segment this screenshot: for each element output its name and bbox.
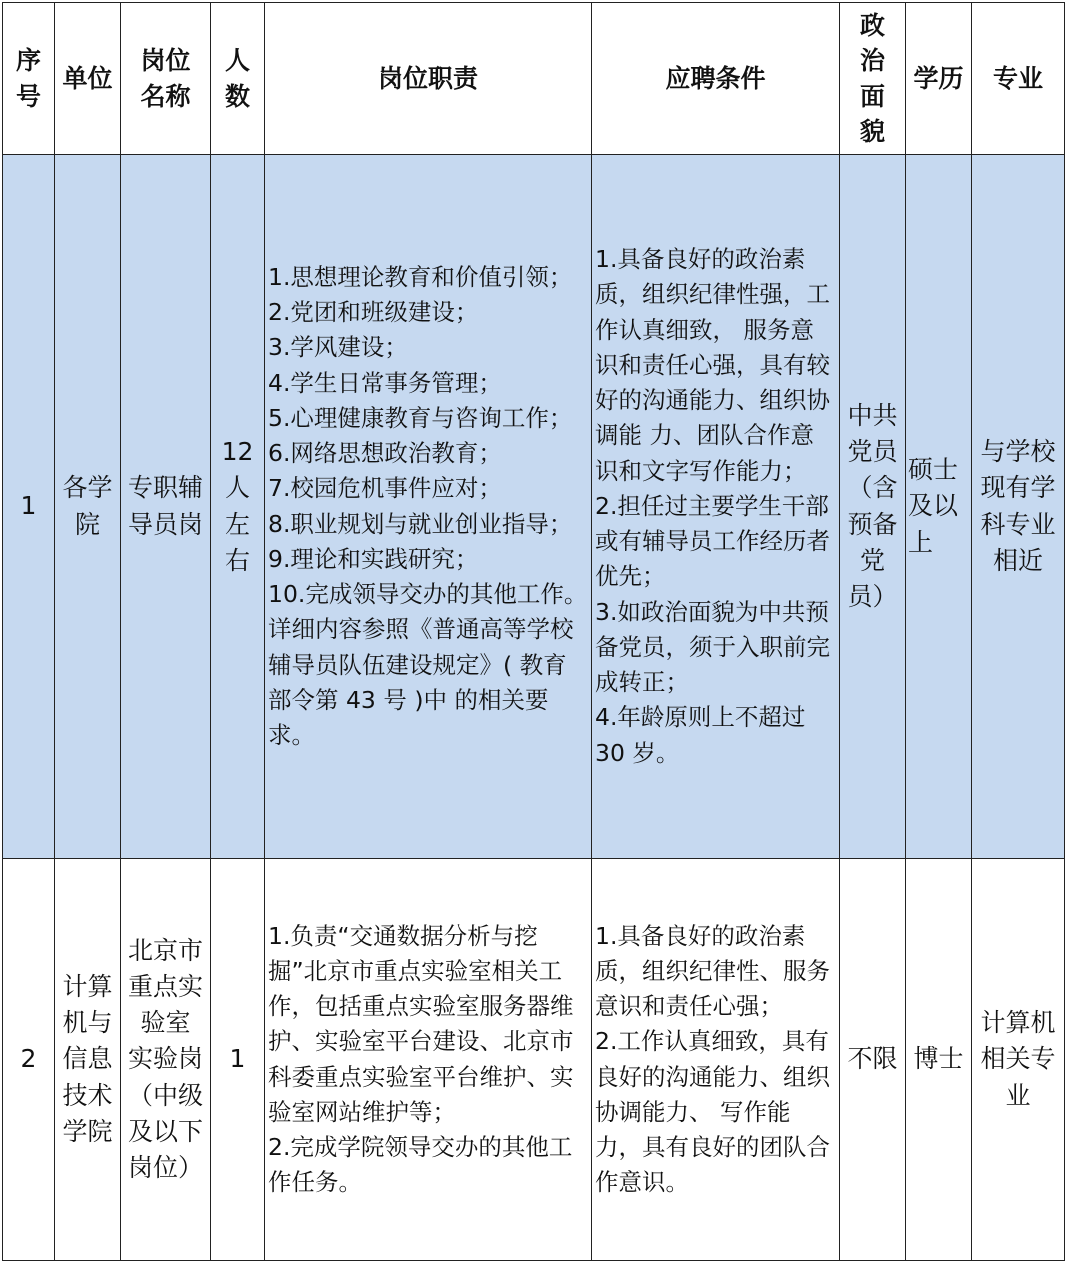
header-political: 政 治 面 貌: [840, 3, 906, 155]
header-duties: 岗位职责: [265, 3, 592, 155]
cell-education: 博士: [906, 859, 972, 1261]
header-requirements: 应聘条件: [592, 3, 840, 155]
cell-duties: 1.思想理论教育和价值引领； 2.党团和班级建设； 3.学风建设； 4.学生日常事务管理； 5.心理健康教育与咨询工作； 6.网络思想政治教育； 7.校园危机事件应对； 8.职业规划与就业创业指导； 9.理论和实践研究； 10.完成领导交办的其他工作。 详细内容参照《普通高等学校辅导员队伍建设规定》( 教育部令第 43 号 )中 的相关要求。: [265, 155, 592, 859]
cell-seq: 2: [3, 859, 55, 1261]
cell-requirements: 1.具备良好的政治素质，组织纪律性强，工作认真细致， 服务意识和责任心强，具有较好的沟通能力、组织协调能 力、团队合作意识和文字写作能力； 2.担任过主要学生干部或有辅导员工作经历者优先； 3.如政治面貌为中共预备党员，须于入职前完成转正； 4.年龄原则上不超过 30 岁。: [592, 155, 840, 859]
header-position: 岗位 名称: [121, 3, 211, 155]
cell-position: 北京市 重点实 验室 实验岗 （中级 及以下 岗位）: [121, 859, 211, 1261]
cell-education: 硕士 及以 上: [906, 155, 972, 859]
cell-major: 计算机 相关专 业: [972, 859, 1065, 1261]
header-seq: 序 号: [3, 3, 55, 155]
cell-requirements: 1.具备良好的政治素质，组织纪律性、服务意识和责任心强； 2.工作认真细致，具有良好的沟通能力、组织协调能力、 写作能力，具有良好的团队合作意识。: [592, 859, 840, 1261]
cell-major: 与学校 现有学 科专业 相近: [972, 155, 1065, 859]
cell-count: 1: [211, 859, 265, 1261]
header-unit: 单位: [55, 3, 121, 155]
cell-duties: 1.负责“交通数据分析与挖掘”北京市重点实验室相关工作，包括重点实验室服务器维护、实验室平台建设、北京市科委重点实验室平台维护、实验室网站维护等； 2.完成学院领导交办的其他工作任务。: [265, 859, 592, 1261]
header-count: 人 数: [211, 3, 265, 155]
header-major: 专业: [972, 3, 1065, 155]
cell-political: 中共 党员 （含 预备 党 员）: [840, 155, 906, 859]
cell-count: 12 人 左 右: [211, 155, 265, 859]
cell-unit: 各学 院: [55, 155, 121, 859]
cell-political: 不限: [840, 859, 906, 1261]
header-row: [3, 3, 1065, 155]
cell-unit: 计算 机与 信息 技术 学院: [55, 859, 121, 1261]
cell-position: 专职辅 导员岗: [121, 155, 211, 859]
recruitment-table: [2, 2, 1065, 1261]
table-row: [3, 155, 1065, 859]
cell-seq: 1: [3, 155, 55, 859]
header-education: 学历: [906, 3, 972, 155]
table-row: [3, 859, 1065, 1261]
